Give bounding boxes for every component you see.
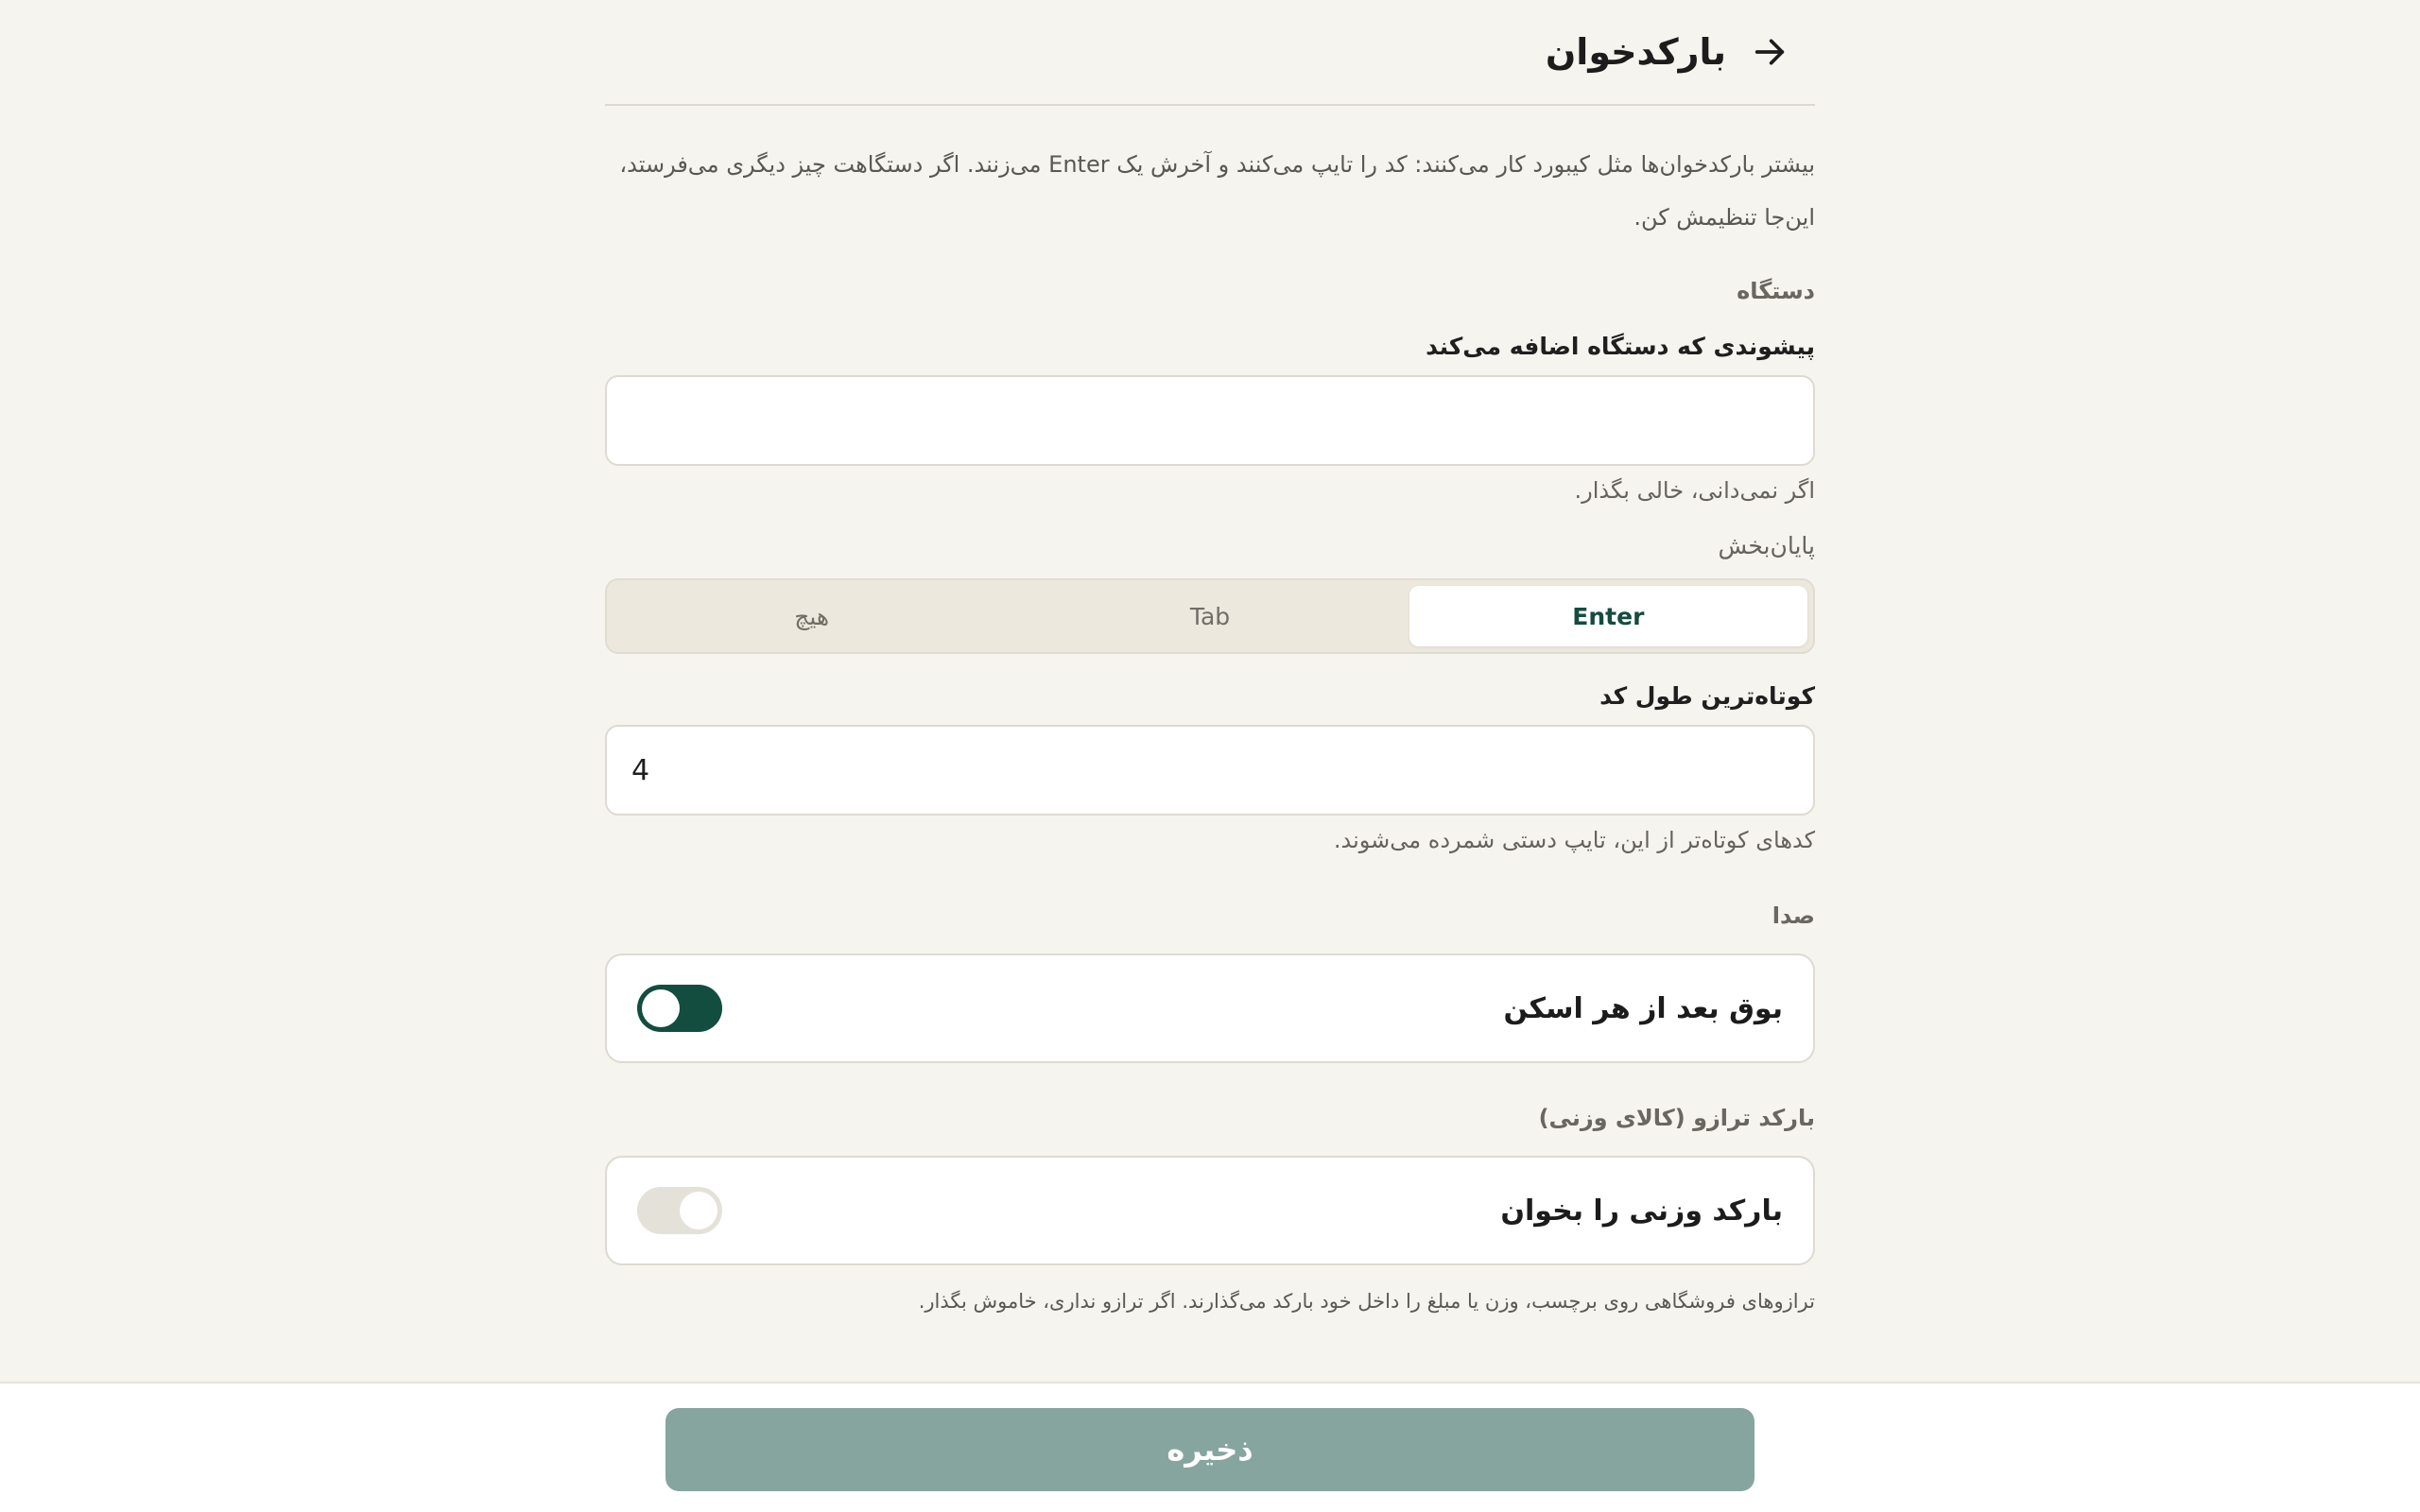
prefix-input[interactable] (605, 375, 1815, 466)
weight-toggle-switch[interactable] (637, 1187, 722, 1234)
weight-toggle-label: بارکد وزنی را بخوان (1500, 1194, 1783, 1228)
scale-footnote: ترازوهای فروشگاهی روی برچسب، وزن یا مبلغ را داخل خود بارکد می‌گذارند. اگر ترازو نداری، خاموش بگذار. (918, 1290, 1815, 1313)
min-length-input[interactable] (605, 725, 1815, 816)
prefix-label: پیشوندی که دستگاه اضافه می‌کند (1426, 333, 1815, 360)
page-header (605, 0, 1815, 106)
beep-toggle-label: بوق بعد از هر اسکن (1503, 991, 1783, 1025)
settings-container (605, 0, 1815, 1313)
section-title-device: دستگاه (1737, 278, 1815, 304)
intro-text: بیشتر بارکدخوان‌ها مثل کیبورد کار می‌کنند: کد را تایپ می‌کنند و آخرش یک Enter می‌زنند. اگر دستگاهت چیز دیگری می‌فرستد، این‌جا تنظیمش کن. (619, 151, 1815, 231)
save-button[interactable]: ذخیره (666, 1408, 1754, 1491)
suffix-option-enter[interactable]: Enter (1409, 586, 1807, 646)
back-button[interactable] (1743, 26, 1796, 78)
suffix-segmented-control (605, 578, 1815, 654)
section-title-sound: صدا (1772, 902, 1815, 929)
page-title: بارکدخوان (1545, 31, 1726, 73)
arrow-right-icon (1751, 33, 1789, 71)
prefix-hint: اگر نمی‌دانی، خالی بگذار. (1574, 477, 1815, 504)
toggle-knob (642, 989, 680, 1027)
beep-toggle-card (605, 954, 1815, 1063)
min-length-hint: کدهای کوتاه‌تر از این، تایپ دستی شمرده می‌شوند. (1333, 827, 1815, 853)
footer-bar (0, 1382, 2420, 1512)
suffix-option-tab[interactable]: Tab (1189, 602, 1231, 630)
toggle-knob (680, 1192, 717, 1229)
suffix-label: پایان‌بخش (1718, 532, 1815, 559)
weight-toggle-card (605, 1156, 1815, 1265)
beep-toggle-switch[interactable] (637, 985, 722, 1032)
min-length-label: کوتاه‌ترین طول کد (1599, 682, 1815, 710)
section-title-scale: بارکد ترازو (کالای وزنی) (1538, 1105, 1815, 1131)
suffix-option-none[interactable]: هیچ (794, 602, 830, 630)
